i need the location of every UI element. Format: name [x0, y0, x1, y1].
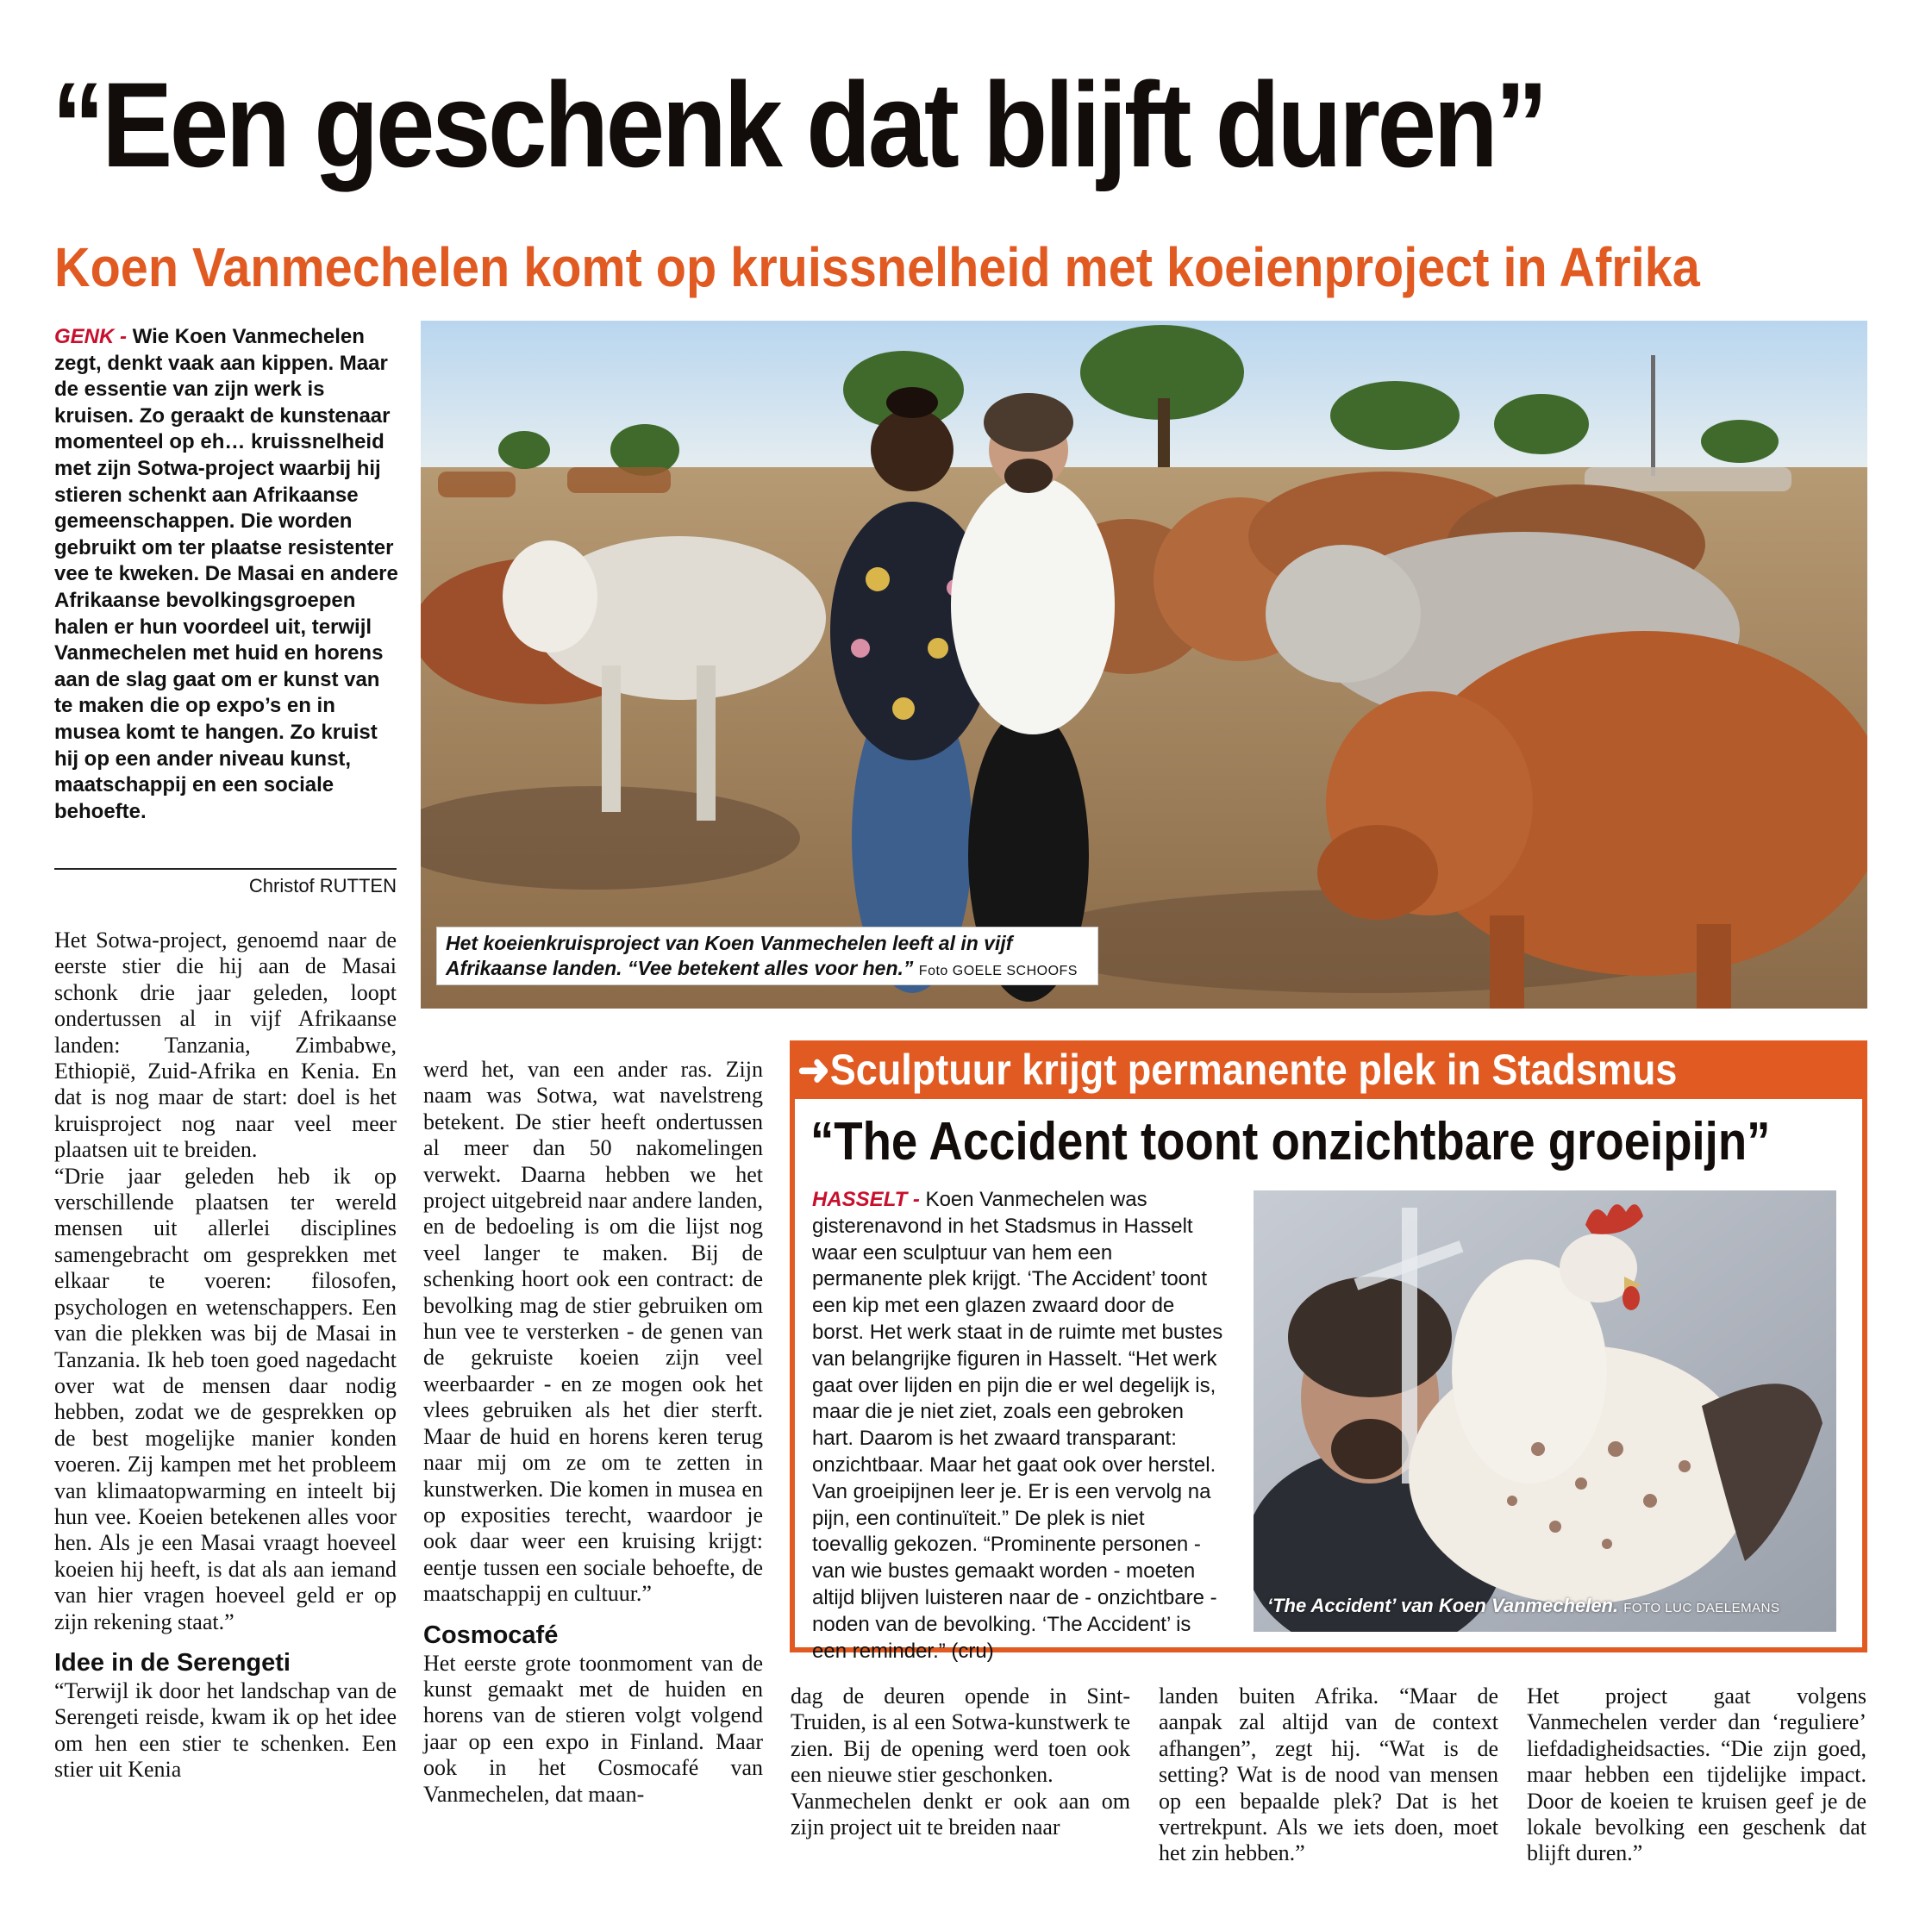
body-column-5 — [1527, 1684, 1866, 1867]
sidebar-title-text: Sculptuur krijgt permanente plek in Stadsmus — [829, 1046, 1678, 1094]
body-paragraph: Het Sotwa-project, genoemd naar de eerste stier die hij aan de Masai schonk drie jaar geleden, loopt ondertussen al in vijf Afrikaanse landen: Tanzania, Zimbabwe, Ethiopië, Zuid-Afrika en Kenia. En dat is nog maar de start: doel is het kruisproject nog naar veel meer plaatsen uit te breiden. — [54, 928, 397, 1163]
section-subheading: Idee in de Serengeti — [54, 1648, 291, 1677]
main-photo-caption — [436, 927, 1098, 985]
sidebar-dateline: HASSELT - — [812, 1188, 920, 1211]
body-paragraph: Het project gaat volgens Vanmechelen verder dan ‘reguliere’ liefdadigheidsacties. “Die zijn goed, maar hebben een tijdelijke impact. Door de koeien te kruisen geef je de lokale bevolking een geschenk dat blijft duren.” — [1527, 1684, 1866, 1866]
body-column-1 — [54, 928, 397, 1783]
rooster-caption-text: ‘The Accident’ van Koen Vanmechelen. — [1267, 1595, 1619, 1616]
headline: “Een geschenk dat blijft duren” — [52, 57, 1546, 192]
main-photo-credit: Foto GOELE SCHOOFS — [918, 964, 1078, 978]
arrow-right-icon: ➜ — [797, 1046, 830, 1094]
rooster-photo-caption — [1267, 1595, 1836, 1617]
rooster-photo-credit: FOTO LUC DAELEMANS — [1623, 1601, 1780, 1615]
body-paragraph: werd het, van een ander ras. Zijn naam was Sotwa, wat navelstreng betekent. De stier heeft ondertussen al meer dan 50 nakomelingen verwekt. Daarna hebben we het project uitgebreid naar andere landen, en de bedoeling is om die lijst nog veel langer te maken. Bij de schenking hoort ook een contract: de bevolking mag de stier gebruiken om hun vee te versterken - de genen van de gekruiste koeien zijn veel weerbaarder - en ze mogen ook het vlees gebruiken als het dier sterft. Maar de huid en horens keren terug naar mij om ze om te zetten in kunstwerken. Die komen in musea en op exposities terecht, waardoor je ook daar weer een kruising krijgt: eentje tussen een sociale behoefte, de maatschappij en cultuur.” — [423, 1057, 763, 1607]
main-photo-caption-text: Het koeienkruisproject van Koen Vanmechelen leeft al in vijf Afrikaanse landen. “Vee betekent alles voor hen.” — [446, 932, 1013, 979]
body-column-2 — [423, 1057, 763, 1808]
sidebar-body: Koen Vanmechelen was gisterenavond in het Stadsmus in Hasselt waar een sculptuur van hem een permanente plek krijgt. ‘The Accident’ toont een kip met een glazen zwaard door de borst. Het werk staat in de ruimte met bustes van belangrijke figuren in Hasselt. “Het werk gaat over lijden en pijn die er wel degelijk is, maar die je niet ziet, zoals een gebroken hart. Daarom is het zwaard transparant: onzichtbaar. Maar het gaat ook over herstel. Van groeipijnen leer je. Er is een vervolg na pijn, een continuïteit.” De plek is niet toevallig gekozen. “Prominente personen - van wie bustes gemaakt worden - moeten altijd blijven luisteren naar de - onzichtbare - noden van de bevolking. ‘The Accident’ is een reminder.” (cru) — [812, 1188, 1223, 1663]
byline-divider — [54, 868, 397, 870]
body-column-3 — [791, 1684, 1130, 1840]
main-photo-cattle — [421, 321, 1867, 1009]
body-paragraph: “Terwijl ik door het landschap van de Serengeti reisde, kwam ik op het idee om hen een stier te schenken. Een stier uit Kenia — [54, 1677, 397, 1783]
body-paragraph: Vanmechelen denkt er ook aan om zijn project uit te breiden naar — [791, 1788, 1130, 1840]
subheadline: Koen Vanmechelen komt op kruissnelheid met koeienproject in Afrika — [54, 236, 1700, 298]
intro-lead — [54, 324, 399, 825]
body-paragraph: landen buiten Afrika. “Maar de aanpak zal altijd van de context afhangen”, zegt hij. “Wat is de setting? Wat is de nood van mensen op een bepaalde plek? Dat is het vertrekpunt. Als we iets doen, moet het zin hebben.” — [1159, 1684, 1498, 1866]
rooster-photo — [1254, 1190, 1836, 1632]
section-subheading: Cosmocafé — [423, 1621, 559, 1649]
body-paragraph: “Drie jaar geleden heb ik op verschillende plaatsen ter wereld mensen uit allerlei disciplines samengebracht om gesprekken met elkaar te voeren: filosofen, psychologen en wetenschappers. Een van die plekken was bij de Masai in Tanzania. Ik heb toen goed nagedacht over wat de mensen daar nodig hebben, zodat we de gesprekken op de best mogelijke manier konden voeren. Zij kampen met het probleem van klimaatopwarming en inteelt bij hun vee. Koeien betekenen alles voor hen. Als je een Masai vraagt hoeveel koeien hij heeft, is dat als aan iemand van hier vragen hoeveel geld er op zijn rekening staat.” — [54, 1163, 397, 1634]
intro-dateline: GENK - — [54, 325, 127, 348]
byline: Christof RUTTEN — [248, 875, 397, 896]
body-paragraph: dag de deuren opende in Sint-Truiden, is al een Sotwa-kunstwerk te zien. Bij de opening werd toen ook een nieuwe stier geschonken. — [791, 1684, 1130, 1788]
sidebar-text — [812, 1187, 1224, 1665]
sidebar-headline: “The Accident toont onzichtbare groeipijn” — [810, 1112, 1771, 1171]
body-column-4 — [1159, 1684, 1498, 1867]
intro-text: Wie Koen Vanmechelen zegt, denkt vaak aan kippen. Maar de essentie van zijn werk is kruisen. Zo geraakt de kunstenaar momenteel op eh… kruissnelheid met zijn Sotwa-project waarbij hij stieren schenkt aan Afrikaanse gemeenschappen. Die worden gebruikt om ter plaatse resistenter vee te kweken. De Masai en andere Afrikaanse bevolkingsgroepen halen er hun voordeel uit, terwijl Vanmechelen met huid en horens aan de slag gaat om er kunst van te maken die op expo’s en in musea komt te hangen. Zo kruist hij op een ander niveau kunst, maatschappij en een sociale behoefte. — [54, 325, 398, 823]
body-paragraph: Het eerste grote toonmoment van de kunst gemaakt met de huiden en horens van de stieren volgt volgend jaar op een expo in Finland. Maar ook in het Cosmocafé van Vanmechelen, dat maan- — [423, 1650, 763, 1807]
sidebar-title — [797, 1040, 1756, 1099]
